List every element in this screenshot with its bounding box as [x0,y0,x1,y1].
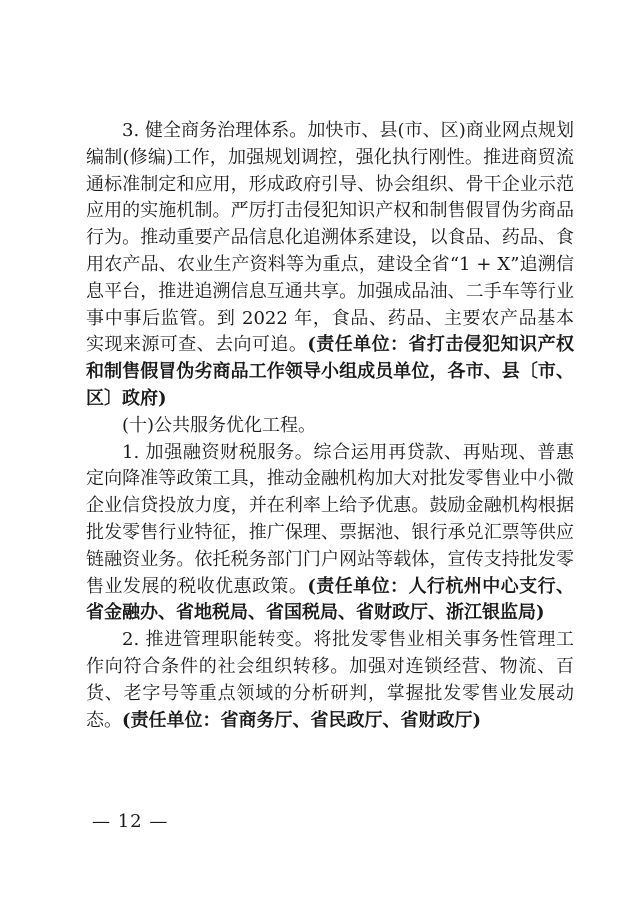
paragraph-commerce-governance [86,118,574,413]
paragraph-finance-tax-service [86,440,574,628]
paragraph-text: 1. 加强融资财税服务。综合运用再贷款、再贴现、普惠定向降准等政策工具，推动金融机构加大对批发零售业中小微企业信贷投放力度，并在利率上给予优惠。鼓励金融机构根据批发零售行业特征，推广保理、票据池、银行承兑汇票等供应链融资业务。依托税务部门门户网站等载体，宣传支持批发零售业发展的税收优惠政策。 [86,441,574,597]
responsibility-note: (责任单位：省商务厅、省民政厅、省财政厅) [122,709,482,731]
document-body [86,118,574,734]
page-number: — 12 — [92,811,169,832]
paragraph-text: 2. 推进管理职能转变。将批发零售业相关事务性管理工作向符合条件的社会组织转移。加强对连锁经营、物流、百货、老字号等重点领域的分析研判，掌握批发零售业发展动态。 [86,629,574,731]
responsibility-note: (责任单位：人行杭州中心支行、省金融办、省地税局、省国税局、省财政厅、浙江银监局) [86,575,575,624]
section-heading-text: (十)公共服务优化工程。 [122,414,317,436]
paragraph-text: 3. 健全商务治理体系。加快市、县(市、区)商业网点规划编制(修编)工作，加强规划调控，强化执行刚性。推进商贸流通标准制定和应用，形成政府引导、协会组织、骨干企业示范应用的实施机制。严厉打击侵犯知识产权和制售假冒伪劣商品行为。推动重要产品信息化追溯体系建设，以食品、药品、食用农产品、农业生产资料等为重点，建设全省“1 + X”追溯信息平台，推进追溯信息互通共享。加强成品油、二手车等行业事中事后监管。到 2022 年，食品、药品、主要农产品基本实现来源可查、去向可追。 [86,120,574,356]
responsibility-note: (责任单位：省打击侵犯知识产权和制售假冒伪劣商品工作领导小组成员单位，各市、县〔市、区〕政府) [86,334,575,409]
section-heading-public-service [86,413,574,440]
paragraph-management-transformation [86,627,574,734]
